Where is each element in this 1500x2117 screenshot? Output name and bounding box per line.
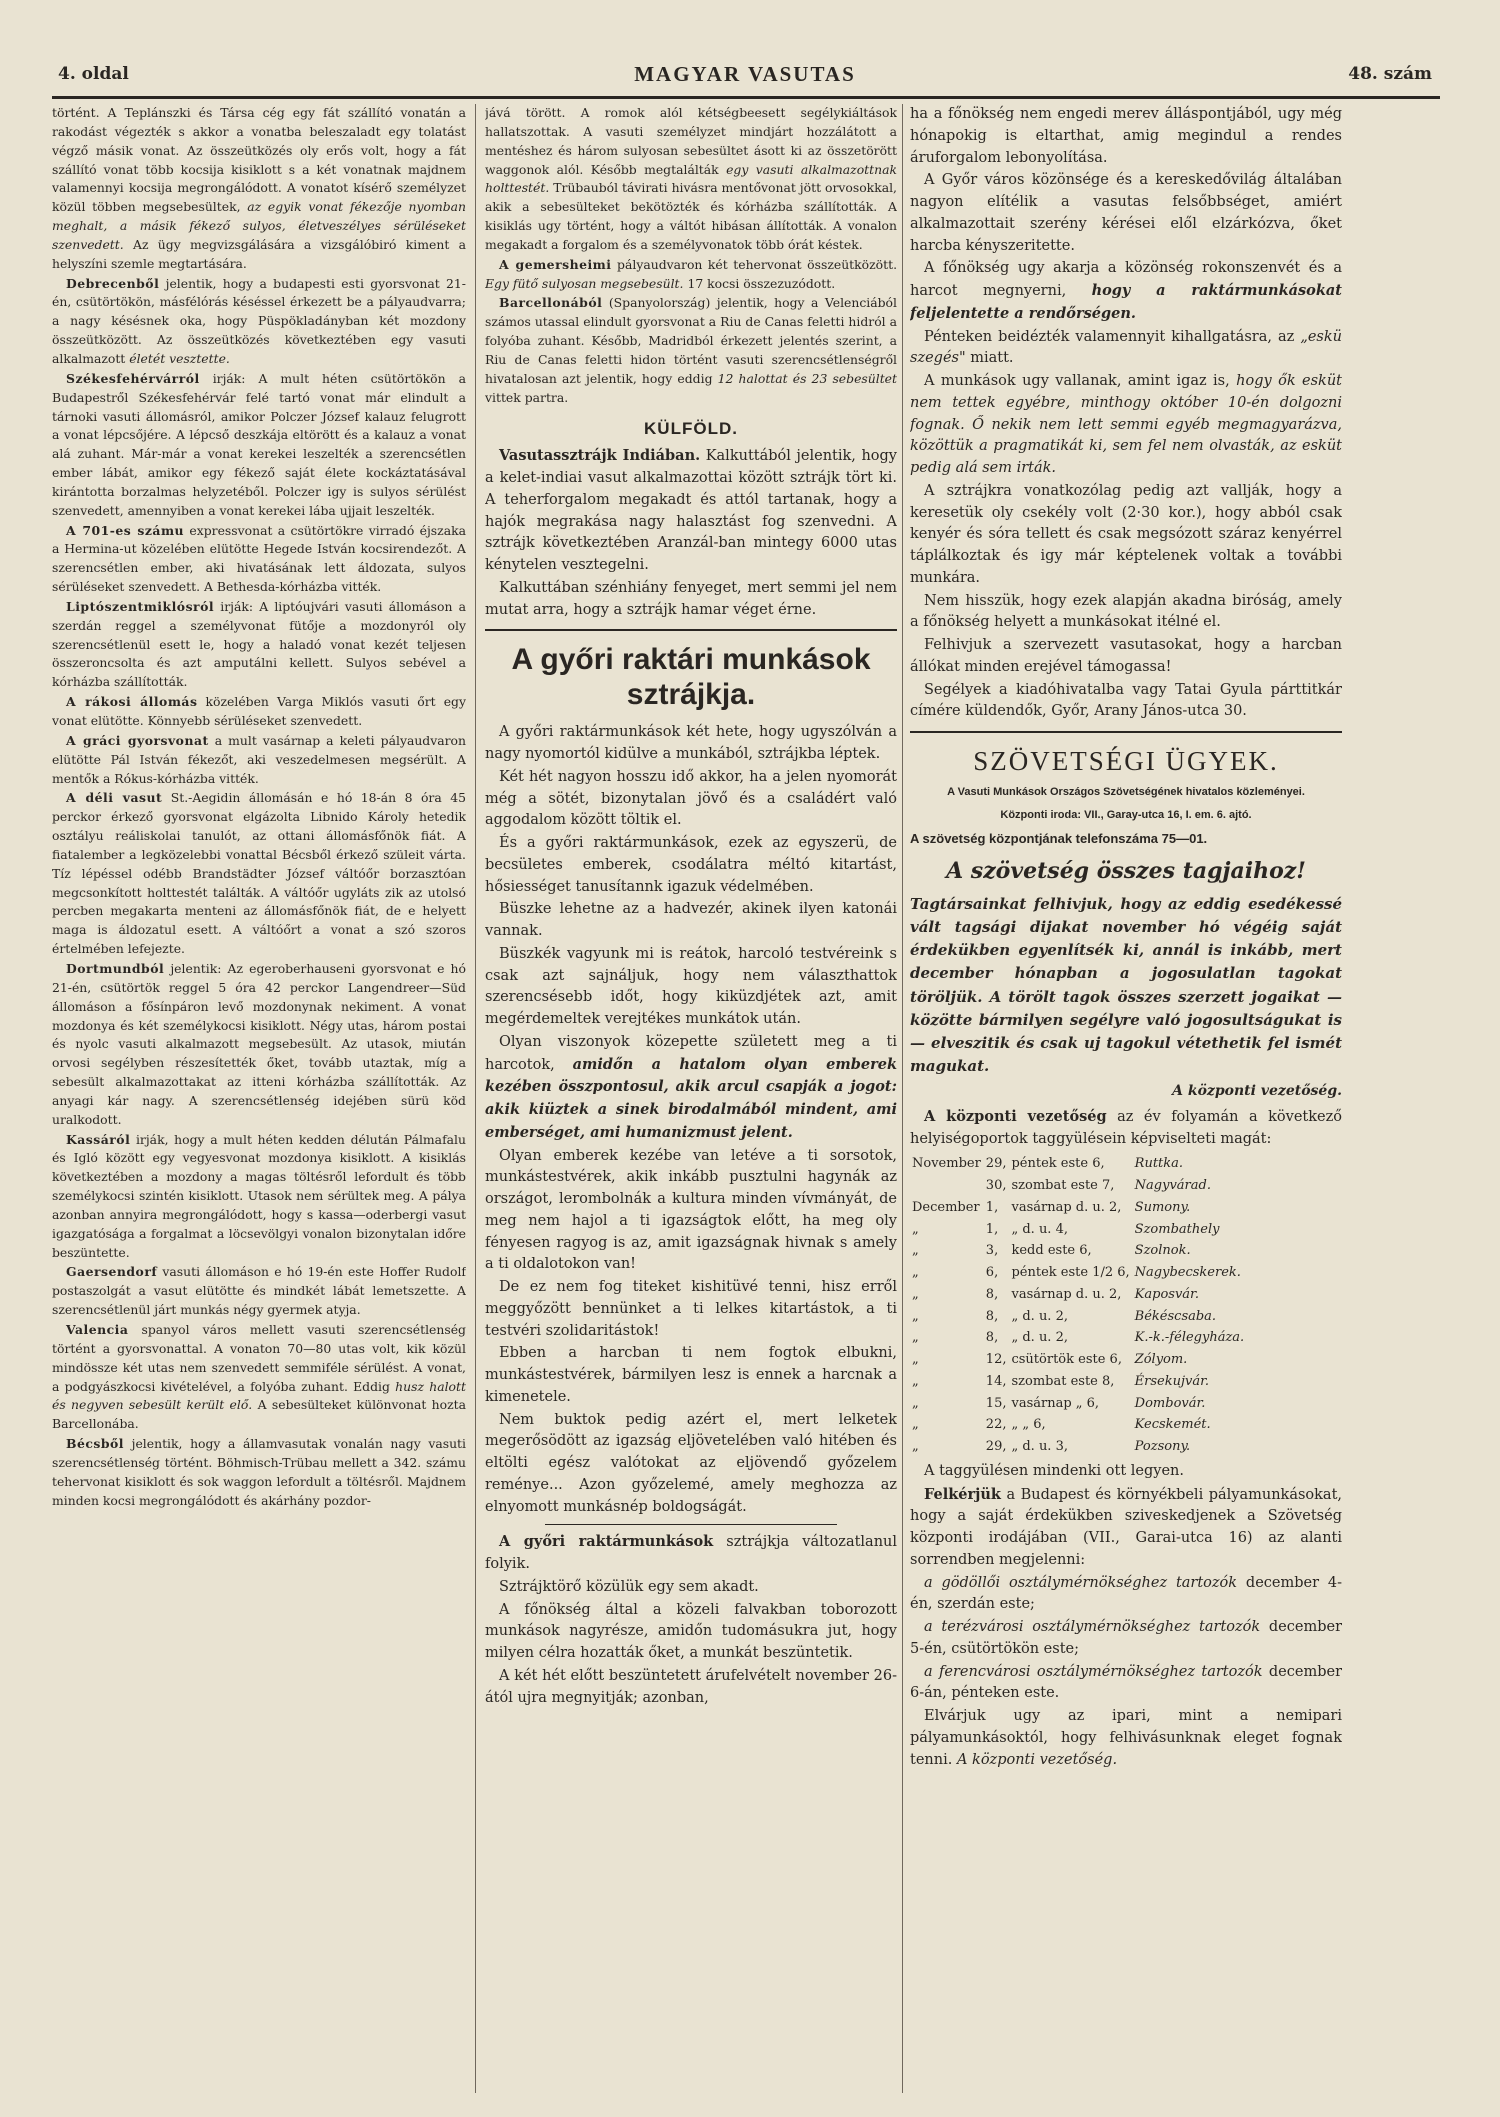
article-paragraph: Kassáról irják, hogy a mult héten kedden délután Pálmafalu és Igló között egy vegyesvonat mozdonya kisiklott. A kisiklás következtében a mozdony a magas töltésről lefordult és több személykocsi szintén kisiklott. Utasok nem sérültek meg. A pálya azonban annyira megrongálódott, hogy s kassa—oderbergi vasut igazgatósága a forgalmat a löcsevölgyi vonalon bizonytalan időre beszüntette. — [52, 1131, 466, 1260]
schedule-place: Szombathely — [1134, 1221, 1220, 1237]
article-paragraph: A gráci gyorsvonat a mult vasárnap a keleti pályaudvaron elütötte Pál István fékezőt, aki veszedelmesen megsérült. A mentők a Rókus-kórházba vitték. — [52, 732, 466, 786]
schedule-month: „ — [912, 1286, 919, 1302]
schedule-month: „ — [912, 1439, 919, 1455]
schedule-day: 1, — [985, 1199, 999, 1215]
schedule-place: K.-k.-félegyháza. — [1134, 1330, 1245, 1346]
schedule-time: csütörtök este 6, — [1011, 1352, 1122, 1368]
section-separator — [910, 731, 1342, 733]
article-paragraph: Valencia spanyol város mellett vasuti szerencsétlenség történt a gyorsvonattal. A vonaton 70—80 utas volt, kik közül mindössze két utas nem szenvedett semmiféle sérülést. A vonat, a podgyászkocsi kivételével, a folyóba zuhant. Eddig husz halott és negyven sebesült került elő. A sebesülteket különvonat hozta Barcellonába. — [52, 1322, 466, 1432]
schedule-time: péntek este 6, — [1011, 1156, 1105, 1172]
schedule-time: kedd este 6, — [1011, 1243, 1092, 1259]
article-paragraph: Olyan viszonyok közepette született meg a ti harcotok, amidőn a hatalom olyan emberek kezében összpontosul, akik arcul csapják a jogot: akik kiüztek a sinek birodalmából mindent, ami emberséget, ami humanizmust jelent. — [485, 1033, 897, 1141]
article-paragraph: a terézvárosi osztálymérnökséghez tartozók december 5-én, csütörtökön este; — [910, 1619, 1342, 1657]
schedule-month: December — [912, 1199, 980, 1215]
schedule-row — [912, 1198, 1247, 1218]
schedule-month: „ — [912, 1330, 919, 1346]
page-header — [58, 58, 1432, 98]
section-heading-union: SZÖVETSÉGI ÜGYEK. — [973, 746, 1279, 776]
schedule-time: vasárnap d. u. 2, — [1011, 1199, 1122, 1215]
article-paragraph: a gödöllői osztálymérnökséghez tartozók december 4-én, szerdán este; — [910, 1574, 1342, 1613]
schedule-row — [912, 1154, 1247, 1174]
article-paragraph: Olyan emberek kezébe van letéve a ti sorsotok, munkástestvérek, akik inkább pusztulni hagynák az országot, lerombolnák a kultura minden vívmányát, de meg nem hajol a ti igazságtok előtt, ha meg oly fényesen ragyog is az, amit igazságnak hivnak s amely a ti oldalotokon van! — [485, 1147, 897, 1273]
article-paragraph: jává törött. A romok alól kétségbeesett segélykiáltások hallatszottak. A vasuti személyzet mindjárt hozzálátott a mentéshez és három sulyosan sebesültet ásott ki az összetörött waggonok alól. Később megtalálták egy vasuti alkalmazottnak holttestét. Trübauból távirati hivásra mentővonat jött orvosokkal, akik a sebesülteket bekötözték és kórházba szállították. A kisiklás ugy történt, hogy a váltót hibásan állították. A vonalon megakadt a forgalom és a személyvonatok több órát késtek. — [485, 105, 897, 252]
schedule-row — [912, 1328, 1247, 1348]
article-paragraph: Sztrájktörő közülük egy sem akadt. — [499, 1578, 759, 1595]
article-paragraph: Felkérjük a Budapest és környékbeli pályamunkásokat, hogy a saját érdekükben sziveskedjenek a Szövetség központi irodájában (VII., Garai-utca 16) az alanti sorrendben megjelenni: — [910, 1485, 1342, 1568]
schedule-day: 30, — [985, 1178, 1007, 1194]
schedule-day: 8, — [985, 1286, 999, 1302]
schedule-month: „ — [912, 1308, 919, 1324]
article-paragraph: A gemersheimi pályaudvaron két tehervonat összeütközött. Egy fütő sulyosan megsebesült. 17 kocsi összezuzódott. — [485, 256, 897, 291]
article-paragraph: Ebben a harcban ti nem fogtok elbukni, munkástestvérek, bármilyen lesz is ennek a harcnak a kimenetele. — [485, 1345, 897, 1405]
schedule-row — [912, 1350, 1247, 1370]
schedule-month: „ — [912, 1395, 919, 1411]
column-divider — [475, 104, 476, 2093]
schedule-month: „ — [912, 1373, 919, 1389]
schedule-day: 29, — [985, 1439, 1007, 1455]
newspaper-title: MAGYAR VASUTAS — [634, 62, 856, 86]
article-paragraph: A főnökség ugy akarja a közönség rokonszenvét és a harcot megnyerni, hogy a raktármunkásokat feljelentette a rendőrségen. — [910, 260, 1342, 322]
article-paragraph: történt. A Teplánszki és Társa cég egy fát szállító vonatán a rakodást végezték s akkor a vonatba beleszaladt egy tolatást végző másik vonat. Az összeütközés oly erős volt, hogy a fát szállító vonat több kocsija kisiklott s a két vonatnak majdnem valamennyi kocsija megrongálódott. A vonatot kísérő személyzet közül többen megsebesültek, az egyik vonat fékezője nyomban meghalt, a másik fékező sulyos, életveszélyes sérüléseket szenvedett. Az ügy megvizsgálására a vizsgálóbiró kiment a helyszíni szemle megtartására. — [52, 105, 466, 271]
article-paragraph: Pénteken beidézték valamennyit kihallgatásra, az „eskü szegés" miatt. — [910, 328, 1342, 367]
schedule-day: 15, — [985, 1395, 1007, 1411]
article-paragraph: A főnökség által a közeli falvakban toborozott munkások nagyrésze, amidőn tudomásukra jut, hogy milyen célra hozatták őket, a munkát beszüntetik. — [485, 1601, 897, 1662]
schedule-time: „ d. u. 2, — [1011, 1308, 1068, 1324]
article-paragraph: Bécsből jelentik, hogy a államvasutak vonalán nagy vasuti szerencsétlenség történt. Böhmisch-Trübau mellett a 342. számu tehervonat kisiklott és sok waggon lefordult a töltésről. Majdnem minden kocsi megrongálódott és akárhány pozdor- — [52, 1436, 466, 1508]
header-rule — [52, 96, 1440, 99]
article-paragraph: Kalkuttában szénhiány fenyeget, mert semmi jel nem mutat arra, hogy a sztrájk hamar véget érne. — [485, 579, 897, 618]
schedule-place: Kecskemét. — [1134, 1417, 1211, 1433]
schedule-time: „ d. u. 2, — [1011, 1330, 1068, 1346]
schedule-row — [912, 1394, 1247, 1414]
schedule-place: Békéscsaba. — [1134, 1308, 1217, 1324]
schedule-place: Nagybecskerek. — [1134, 1265, 1241, 1281]
schedule-month: „ — [912, 1265, 919, 1281]
union-subtitle: A Vasuti Munkások Országos Szövetségének hivatalos közleményei. — [947, 786, 1305, 799]
article-paragraph: A győri raktármunkások két hete, hogy ugyszólván a nagy nyomortól kidülve a munkából, sztrájkba léptek. — [485, 724, 897, 763]
schedule-day: 14, — [985, 1373, 1007, 1389]
article-paragraph: A győri raktármunkások sztrájkja változatlanul folyik. — [485, 1533, 897, 1573]
section-heading-kulfold: KÜLFÖLD. — [644, 418, 738, 438]
article-paragraph: A két hét előtt beszüntetett árufelvételt november 26-ától ujra megnyitják; azonban, — [485, 1667, 897, 1706]
schedule-time: „ d. u. 3, — [1011, 1439, 1068, 1455]
article-paragraph: Székesfehérvárról irják: A mult héten csütörtökön a Budapestről Székesfehérvár felé tartó vonat már elindult a tárnoki vasuti állomásról, amikor Polczer József kalauz felugrott a vonat lépcsőjére. A lépcső deszkája eltörött és a kalauz a vonat alá zuhant. Már-már a vonat kerekei leszelték a szerencsétlen ember lábát, amikor egy fékező saját élete kockáztatásával kirántotta borzalmas helyzetéből. Polczer igy is sulyos sérülést szenvedett, amennyiben a vonat kerekei lába ujjait leszelték. — [52, 370, 466, 518]
meeting-schedule — [910, 1152, 1249, 1459]
schedule-time: vasárnap d. u. 2, — [1011, 1286, 1122, 1302]
article-paragraph: Gaersendorf vasuti állomáson e hó 19-én este Hoffer Rudolf postaszolgát a vasut elütötte és mindkét lábát lemetszette. A szerencsétlenül járt munkás négy gyermek atyja. — [52, 1264, 466, 1318]
column-3 — [910, 104, 1342, 2093]
schedule-place: Pozsony. — [1134, 1439, 1191, 1455]
schedule-row — [912, 1307, 1247, 1327]
schedule-row — [912, 1241, 1247, 1261]
schedule-row — [912, 1285, 1247, 1305]
article-paragraph: A 701-es számu expressvonat a csütörtökre virradó éjszaka a Hermina-ut közelében elütötte Hegede István kocsirendezőt. A szerencsétlen ember, aki hivatásának lett áldozata, sulyos sérüléseket szenvedett. A Bethesda-kórházba vitték. — [52, 522, 466, 595]
article-paragraph: Debrecenből jelentik, hogy a budapesti esti gyorsvonat 21-én, csütörtökön, másfélórás késéssel érkezett be a pályaudvarra; a nagy késésnek oka, hogy Püspökladányban két mozdony összeütközött. Az összeütközés következtében egy vasuti alkalmazott életét vesztette. — [52, 275, 466, 366]
article-paragraph: Büszke lehetne az a hadvezér, akinek ilyen katonái vannak. — [485, 901, 897, 940]
schedule-month: November — [912, 1156, 981, 1172]
article-paragraph: Felhivjuk a szervezett vasutasokat, hogy a harcban állókat minden erejével támogassa! — [910, 637, 1342, 675]
office-address: Központi iroda: VII., Garay-utca 16, I. em. 6. ajtó. — [1000, 808, 1252, 821]
schedule-place: Dombovár. — [1134, 1395, 1206, 1411]
schedule-day: 3, — [985, 1243, 999, 1259]
schedule-row — [912, 1263, 1247, 1283]
schedule-place: Zólyom. — [1134, 1352, 1188, 1368]
schedule-time: szombat este 7, — [1011, 1178, 1115, 1194]
schedule-day: 22, — [985, 1417, 1007, 1433]
phone-number-line: A szövetség központjának telefonszáma 75—01. — [910, 831, 1208, 847]
column-2 — [485, 104, 897, 2093]
article-paragraph: Nem hisszük, hogy ezek alapján akadna biróság, amely a főnökség helyett a munkásokat itélné el. — [910, 592, 1342, 631]
schedule-row — [912, 1415, 1247, 1435]
article-paragraph: A munkások ugy vallanak, amint igaz is, hogy ők esküt nem tettek egyébre, minthogy október 10-én dolgozni fognak. Ő nekik nem lett semmi egyéb megmagyarázva, közöttük a pragmatikát ki, sem fel nem olvasták, az esküt pedig alá sem irták. — [910, 373, 1342, 476]
article-paragraph: Két hét nagyon hosszu idő akkor, ha a jelen nyomorát még a sötét, bizonytalan jövő és a családért való aggodalom között töltik el. — [485, 768, 897, 829]
schedule-row — [912, 1372, 1247, 1392]
article-paragraph: a ferencvárosi osztálymérnökséghez tartozók december 6-án, pénteken este. — [910, 1663, 1342, 1702]
schedule-place: Érsekujvár. — [1134, 1373, 1210, 1389]
schedule-time: péntek este 1/2 6, — [1011, 1265, 1130, 1281]
article-paragraph: Segélyek a kiadóhivatalba vagy Tatai Gyula párttitkár címére küldendők, Győr, Arany János-utca 30. — [910, 681, 1342, 720]
schedule-day: 8, — [985, 1330, 999, 1346]
article-paragraph: A rákosi állomás közelében Varga Miklós vasuti őrt egy vonat elütötte. Könnyebb sérüléseket szenvedett. — [52, 694, 466, 728]
article-paragraph: A Győr város közönsége és a kereskedővilág általában nagyon elítélik a vasutas felsőbbséget, amiért alkalmazottait szerény kérései elől elzárkózva, őket harcba kényszeritette. — [910, 172, 1342, 254]
schedule-place: Ruttka. — [1134, 1156, 1184, 1172]
article-paragraph: Liptószentmiklósról irják: A liptóujvári vasuti állomáson a szerdán reggel a személyvonat fütője a mozdonyról oly szerencsétlenül esett le, hogy a haladó vonat kezét teljesen összeroncsolta és azt amputálni kellett. Sulyos sebével a kórházba szállították. — [52, 598, 466, 690]
article-paragraph: A központi vezetőség az év folyamán a következő helyiségoportok taggyülésein képviselteti magát: — [910, 1107, 1342, 1147]
call-body: Tagtársainkat felhivjuk, hogy az eddig esedékessé vált tagsági dijakat november hó végéig saját érdekükben egyenlítsék ki, annál is inkább, mert december hónapban a jogosulatlan tagokat töröljük. A törölt tagok összes szerzett jogaikat — közötte bármilyen segélyre való jogosultságukat is — elveszitik és csak uj tagokul vétethetik fel ismét magukat. — [910, 894, 1342, 1076]
schedule-time: „ d. u. 4, — [1011, 1221, 1068, 1237]
schedule-place: Kaposvár. — [1134, 1286, 1199, 1302]
schedule-time: szombat este 8, — [1011, 1373, 1115, 1389]
schedule-day: 6, — [985, 1265, 999, 1281]
schedule-place: Sumony. — [1134, 1199, 1191, 1215]
article-paragraph: A taggyülésen mindenki ott legyen. — [924, 1462, 1185, 1479]
schedule-day: 29, — [985, 1156, 1007, 1172]
schedule-row — [912, 1176, 1247, 1196]
section-separator — [485, 629, 897, 631]
schedule-row — [912, 1437, 1247, 1457]
article-paragraph: Büszkék vagyunk mi is reátok, harcoló testvéreink s csak azt sajnáljuk, hogy nem választhattok szerencsésebb időt, hogy kiküzdjétek azt, amit megérdemeltek verejtékes munkátok után. — [485, 945, 897, 1028]
schedule-place: Szolnok. — [1134, 1243, 1191, 1259]
schedule-time: „ „ 6, — [1011, 1417, 1046, 1433]
issue-number: 48. szám — [1348, 64, 1432, 84]
schedule-month: „ — [912, 1243, 919, 1259]
section-separator — [545, 1524, 837, 1525]
article-paragraph: A déli vasut St.-Aegidin állomásán e hó 18-án 8 óra 45 perckor érkező gyorsvonat elgázolta Libnido Károly hetedik osztályu reáliskolai tanulót, az ottani állomásfőnök fiát. A fiatalember a legközelebbi vonattal Bécsből érkező szüleit várta. Tíz lépéssel odébb Brandstädter József váltóőr borzasztóan megcsonkított holttestét találták. A váltóőr ugyláts zik az utolsó percben megakarta menteni az állomásfőnök fiát, de e helyett maga is áldozatul esett. A váltóőrt a vonat a szó szoros értelmében lefejezte. — [52, 790, 466, 957]
article-headline: A győri raktári munkások sztrájkja. — [511, 643, 871, 711]
schedule-day: 1, — [985, 1221, 999, 1237]
article-paragraph: Elvárjuk ugy az ipari, mint a nemipari pályamunkásoktól, hogy felhivásunknak eleget fognak tenni. A központi vezetőség. — [910, 1708, 1342, 1768]
schedule-month — [912, 1176, 984, 1196]
column-1 — [52, 104, 466, 2093]
article-paragraph: Barcellonából (Spanyolország) jelentik, hogy a Velenciából számos utassal elindult gyorsvonat a Riu de Canas feletti hidról a folyóba zuhant. Később, Madridból érkezett jelentés szerint, a Riu de Canas feletti hidon történt vasuti szerencsétlenségről hivatalosan azt jelentik, hogy eddig 12 halottat és 23 sebesültet vittek partra. — [485, 295, 897, 405]
signature: A központi vezetőség. — [1172, 1082, 1342, 1099]
article-paragraph: És a győri raktármunkások, ezek az egyszerü, de becsületes emberek, csodálatra méltó kitartást, hősiességet tanusítannk igazuk védelmében. — [485, 835, 897, 895]
page-number: 4. oldal — [58, 64, 129, 84]
call-heading: A szövetség összes tagjaihoz! — [946, 858, 1306, 885]
article-paragraph: Dortmundból jelentik: Az egeroberhauseni gyorsvonat e hó 21-én, csütörtök reggel 5 óra 42 perckor Langendreer—Süd állomáson a fősínpáron levő mozdonynak nekiment. A vonat mozdonya és két személykocsi kisiklott. Négy utas, három postai és nyolc vasuti alkalmazott megsebesült. Az utasok, miután orvosi segélyben részesítették őket, tovább utaztak, míg a sebesült alkalmazottakat az itteni kórházba szállították. Az anyagi kár nagy. A szerencsétlenség idejében sürü köd uralkodott. — [52, 960, 466, 1127]
article-paragraph: Nem buktok pedig azért el, mert lelketek megerősödött az igazság eljövetelében való hitében és eltölti egész valótokat az eljövendő győzelem reménye... Azon győzelemé, amely meghozza az elnyomott munkásnép boldogságát. — [485, 1411, 897, 1515]
schedule-row — [912, 1220, 1247, 1240]
article-paragraph: De ez nem fog titeket kishitüvé tenni, hisz erről meggyőzött bennünket a ti lelkes kitartástok, a ti testvéri szolidaritástok! — [485, 1279, 897, 1339]
article-paragraph: Vasutassztrájk Indiában. Kalkuttából jelentik, hogy a kelet-indiai vasut alkalmazottai között sztrájk tört ki. A teherforgalom megakadt és attól tartanak, hogy a hajók megrakása nagy halasztást fog szenvedni. A sztrájk következtében Aranzál-ban mintegy 6000 utas kénytelen vesztegelni. — [485, 447, 897, 574]
schedule-day: 12, — [985, 1352, 1007, 1368]
schedule-time: vasárnap „ 6, — [1011, 1395, 1100, 1411]
schedule-month: „ — [912, 1417, 919, 1433]
schedule-place: Nagyvárad. — [1134, 1178, 1211, 1194]
column-divider — [902, 104, 903, 2093]
article-paragraph: ha a főnökség nem engedi merev álláspontjából, ugy még hónapokig is eltarthat, amig megindul a rendes áruforgalom lebonyolítása. — [910, 106, 1342, 166]
schedule-month: „ — [912, 1352, 919, 1368]
schedule-month: „ — [912, 1221, 919, 1237]
article-paragraph: A sztrájkra vonatkozólag pedig azt vallják, hogy a keresetük oly csekély volt (2·30 kor.), hogy abból csak kenyér és sóra tellett és csak megsózott száraz kenyérrel táplálkoztak és igy már képtelenek voltak a további munkára. — [910, 482, 1342, 586]
schedule-day: 8, — [985, 1308, 999, 1324]
